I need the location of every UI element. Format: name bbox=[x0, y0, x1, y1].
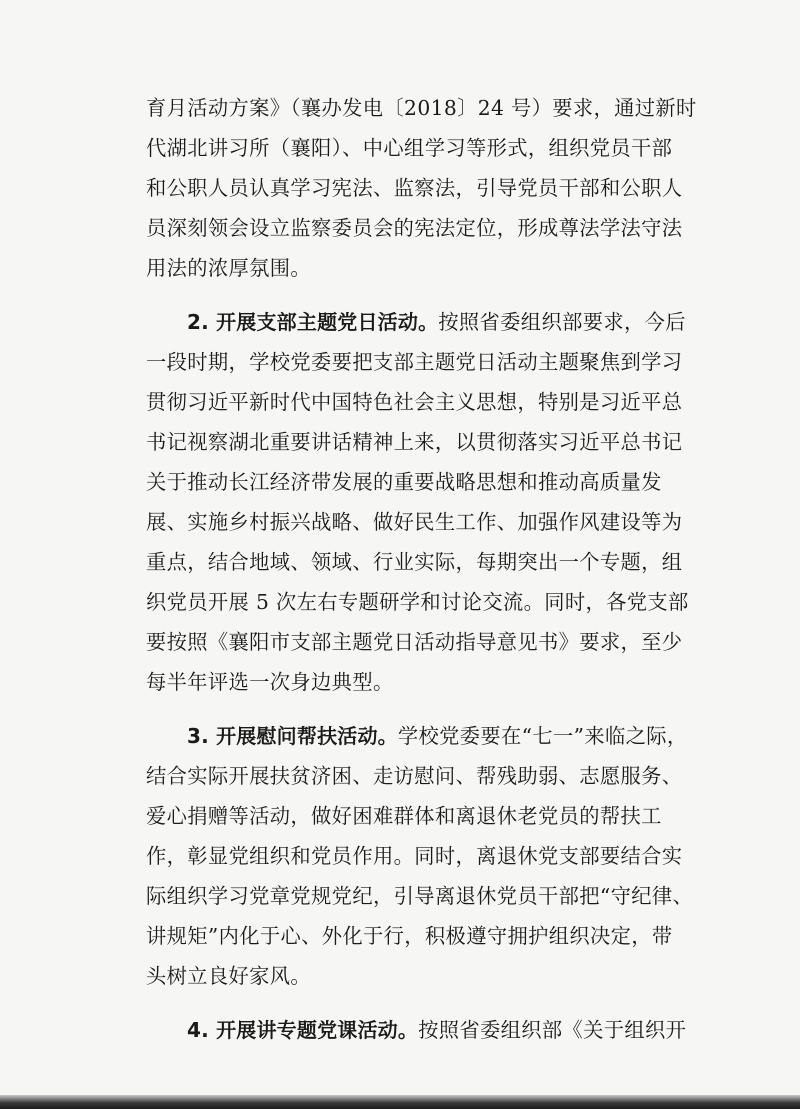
scan-bottom-edge bbox=[0, 1095, 800, 1109]
para3-line-4: 作，彰显党组织和党员作用。同时，离退休党支部要结合实 bbox=[146, 844, 683, 868]
para3-line-6: 讲规矩”内化于心、外化于行，积极遵守拥护组织决定，带 bbox=[146, 924, 673, 948]
para2-first-line bbox=[146, 302, 686, 342]
paragraph-gap bbox=[146, 288, 676, 302]
para2-line-8: 织党员开展 5 次左右专题研学和讨论交流。同时，各党支部 bbox=[146, 590, 689, 614]
para2-line-10: 每半年评选一次身边典型。 bbox=[146, 670, 394, 694]
para4-first-line bbox=[146, 1010, 687, 1050]
para3-line-3: 爱心捐赠等活动，做好困难群体和离退休老党员的帮扶工 bbox=[146, 804, 662, 828]
para3-heading: 3. 开展慰问帮扶活动。 bbox=[187, 724, 398, 748]
para1-line-4: 员深刻领会设立监察委员会的宪法定位，形成尊法学法守法 bbox=[146, 216, 683, 240]
para2-line-5: 关于推动长江经济带发展的重要战略思想和推动高质量发 bbox=[146, 470, 662, 494]
para4-first-rest: 按照省委组织部《关于组织开 bbox=[418, 1018, 687, 1042]
para1-line-3: 和公职人员认真学习宪法、监察法，引导党员干部和公职人 bbox=[146, 176, 683, 200]
para1-line-5: 用法的浓厚氛围。 bbox=[146, 256, 312, 280]
document-body bbox=[146, 88, 697, 1050]
para2-first-rest: 按照省委组织部要求，今后 bbox=[438, 310, 686, 334]
para4-heading: 4. 开展讲专题党课活动。 bbox=[187, 1018, 419, 1042]
para1-line-2: 代湖北讲习所（襄阳）、中心组学习等形式，组织党员干部 bbox=[146, 136, 673, 160]
paragraph-gap bbox=[146, 996, 676, 1010]
para3-line-5: 际组织学习党章党规党纪，引导离退休党员干部把“守纪律、 bbox=[146, 884, 694, 908]
para2-line-9: 要按照《襄阳市支部主题党日活动指导意见书》要求，至少 bbox=[146, 630, 683, 654]
para2-line-6: 展、实施乡村振兴战略、做好民生工作、加强作风建设等为 bbox=[146, 510, 683, 534]
para2-line-2: 一段时期，学校党委要把支部主题党日活动主题聚焦到学习 bbox=[146, 350, 683, 374]
paragraph-gap bbox=[146, 702, 676, 716]
para2-line-4: 书记视察湖北重要讲话精神上来，以贯彻落实习近平总书记 bbox=[146, 430, 683, 454]
para3-first-line bbox=[146, 716, 688, 756]
para2-line-7: 重点，结合地域、领域、行业实际，每期突出一个专题，组 bbox=[146, 550, 683, 574]
para2-line-3: 贯彻习近平新时代中国特色社会主义思想，特别是习近平总 bbox=[146, 390, 683, 414]
para3-line-2: 结合实际开展扶贫济困、走访慰问、帮残助弱、志愿服务、 bbox=[146, 764, 683, 788]
para3-line-7: 头树立良好家风。 bbox=[146, 964, 312, 988]
para3-first-rest: 学校党委要在“七一”来临之际， bbox=[397, 724, 688, 748]
para1-line-1: 育月活动方案》（襄办发电〔2018〕24 号）要求，通过新时 bbox=[146, 96, 697, 120]
para2-heading: 2. 开展支部主题党日活动。 bbox=[187, 310, 439, 334]
